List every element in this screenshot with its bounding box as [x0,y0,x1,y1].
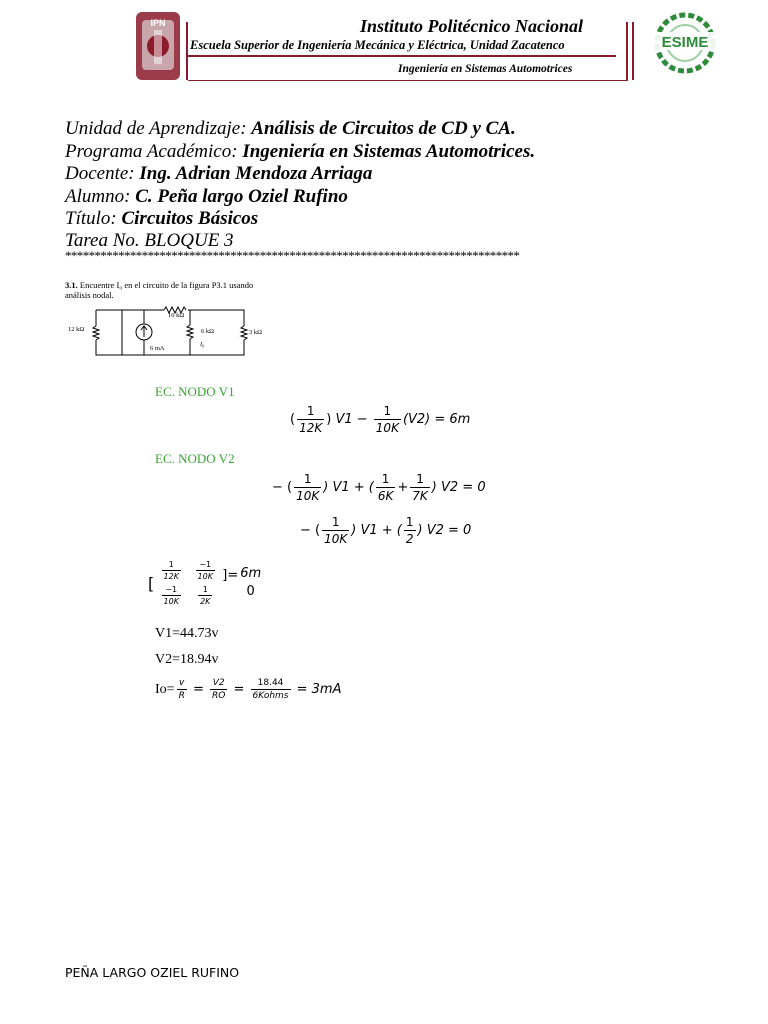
footer-author: PEÑA LARGO OZIEL RUFINO [65,965,240,980]
header-divider-right-2 [632,22,634,80]
institute-name: Instituto Politécnico Nacional [360,16,584,36]
io-frac2: $\frac{V2}{RO}$ [212,678,226,701]
svg-text:3 kΩ: 3 kΩ [249,329,262,336]
equation-node1: ( $\frac{1}{12K}$ ) V1 − $\frac{1}{10K}$ (V2) = 6m [290,404,471,435]
programa-value: Ingeniería en Sistemas Automotrices. [242,141,536,162]
matrix-a22: $\frac{1}{2K}$ [200,585,211,606]
equation-node2a: − ( $\frac{1}{10K}$ ) V1 + ( $\frac{1}{6K}$ + $\frac{1}{7K}$ ) V2 = 0 [272,472,486,503]
rhs-1: 6m [240,566,262,581]
v1-result: V1=44.73v [155,626,219,641]
node2-label: EC. NODO V2 [155,451,235,466]
info-alumno [65,186,348,208]
unidad-value: Análisis de Circuitos de CD y CA. [251,118,516,139]
header-rule [188,55,616,57]
esime-logo [644,12,726,74]
tarea-label: Tarea No. BLOQUE 3 [65,230,234,251]
alumno-value: C. Peña largo Oziel Rufino [135,186,348,207]
svg-text:I₀: I₀ [200,341,205,348]
problem-statement [65,280,253,300]
rhs-vector [240,565,261,601]
coefficient-matrix [154,560,222,606]
matrix-a11: $\frac{1}{12K}$ [163,560,179,581]
circuit-diagram [66,300,270,362]
io-frac1: $\frac{v}{R}$ [178,678,185,701]
header-divider-left [186,22,188,80]
matrix-equals: ]= [222,567,239,583]
eq2a-frac3: $\frac{1}{7K}$ [412,472,428,503]
titulo-label: Título: [65,208,117,229]
programa-label: Programa Académico: [65,141,238,162]
problem-line2: análisis nodal. [65,290,114,300]
svg-text:6 mA: 6 mA [150,345,165,352]
svg-text:10 kΩ: 10 kΩ [168,312,185,319]
svg-text:IPN: IPN [150,18,166,28]
docente-value: Ing. Adrian Mendoza Arriaga [139,163,373,184]
matrix-a12: $\frac{-1}{10K}$ [197,560,213,581]
svg-text:6 kΩ: 6 kΩ [201,328,214,335]
alumno-label: Alumno: [65,186,131,207]
ipn-logo [132,10,184,82]
unidad-label: Unidad de Aprendizaje: [65,118,247,139]
svg-text:12 kΩ: 12 kΩ [68,326,85,333]
info-titulo [65,208,258,230]
eq2a-frac2: $\frac{1}{6K}$ [377,472,394,503]
eq2b-frac1: $\frac{1}{10K}$ [324,515,348,546]
info-unidad [65,118,516,140]
equation-node2b: − ( $\frac{1}{10K}$ ) V1 + ( $\frac{1}{2}$ ) V2 = 0 [300,515,472,546]
matrix-equation: [ $\frac{1}{12K}$ $\frac{-1}{10K}$ $\frac{-1}{10K}$ $\frac{1}{2K}$ ]= 6m 0 [148,560,262,606]
info-programa [65,141,535,163]
separator-line: ***************************************************************************** [65,248,520,263]
node1-label: EC. NODO V1 [155,384,235,399]
svg-text:ESIME: ESIME [661,34,709,51]
eq2b-frac2: $\frac{1}{2}$ [405,515,414,546]
eq1-frac2: $\frac{1}{10K}$ [375,404,399,435]
titulo-value: Circuitos Básicos [121,208,259,229]
docente-label: Docente: [65,163,135,184]
eq1-frac1: $\frac{1}{12K}$ [299,404,323,435]
v2-result: V2=18.94v [155,652,219,667]
io-result: Io= $\frac{v}{R}$ = $\frac{V2}{RO}$ = $\frac{18.44}{\text{6Kohms}}$ = 3mA [155,678,342,701]
school-name: Escuela Superior de Ingeniería Mecánica y Eléctrica, Unidad Zacatenco [190,38,565,52]
header-rule-bottom [188,80,628,81]
eq2a-frac1: $\frac{1}{10K}$ [296,472,320,503]
program-name: Ingeniería en Sistemas Automotrices [398,63,573,75]
header-divider-right-1 [626,22,628,80]
io-frac3: $\frac{18.44}{\text{6Kohms}}$ [252,678,289,701]
problem-number: 3.1. [65,280,78,290]
info-docente [65,163,372,185]
problem-line1: Encuentre I₀ en el circuito de la figura P3.1 usando [79,280,254,290]
matrix-a21: $\frac{-1}{10K}$ [163,585,179,606]
rhs-2: 0 [246,584,255,599]
